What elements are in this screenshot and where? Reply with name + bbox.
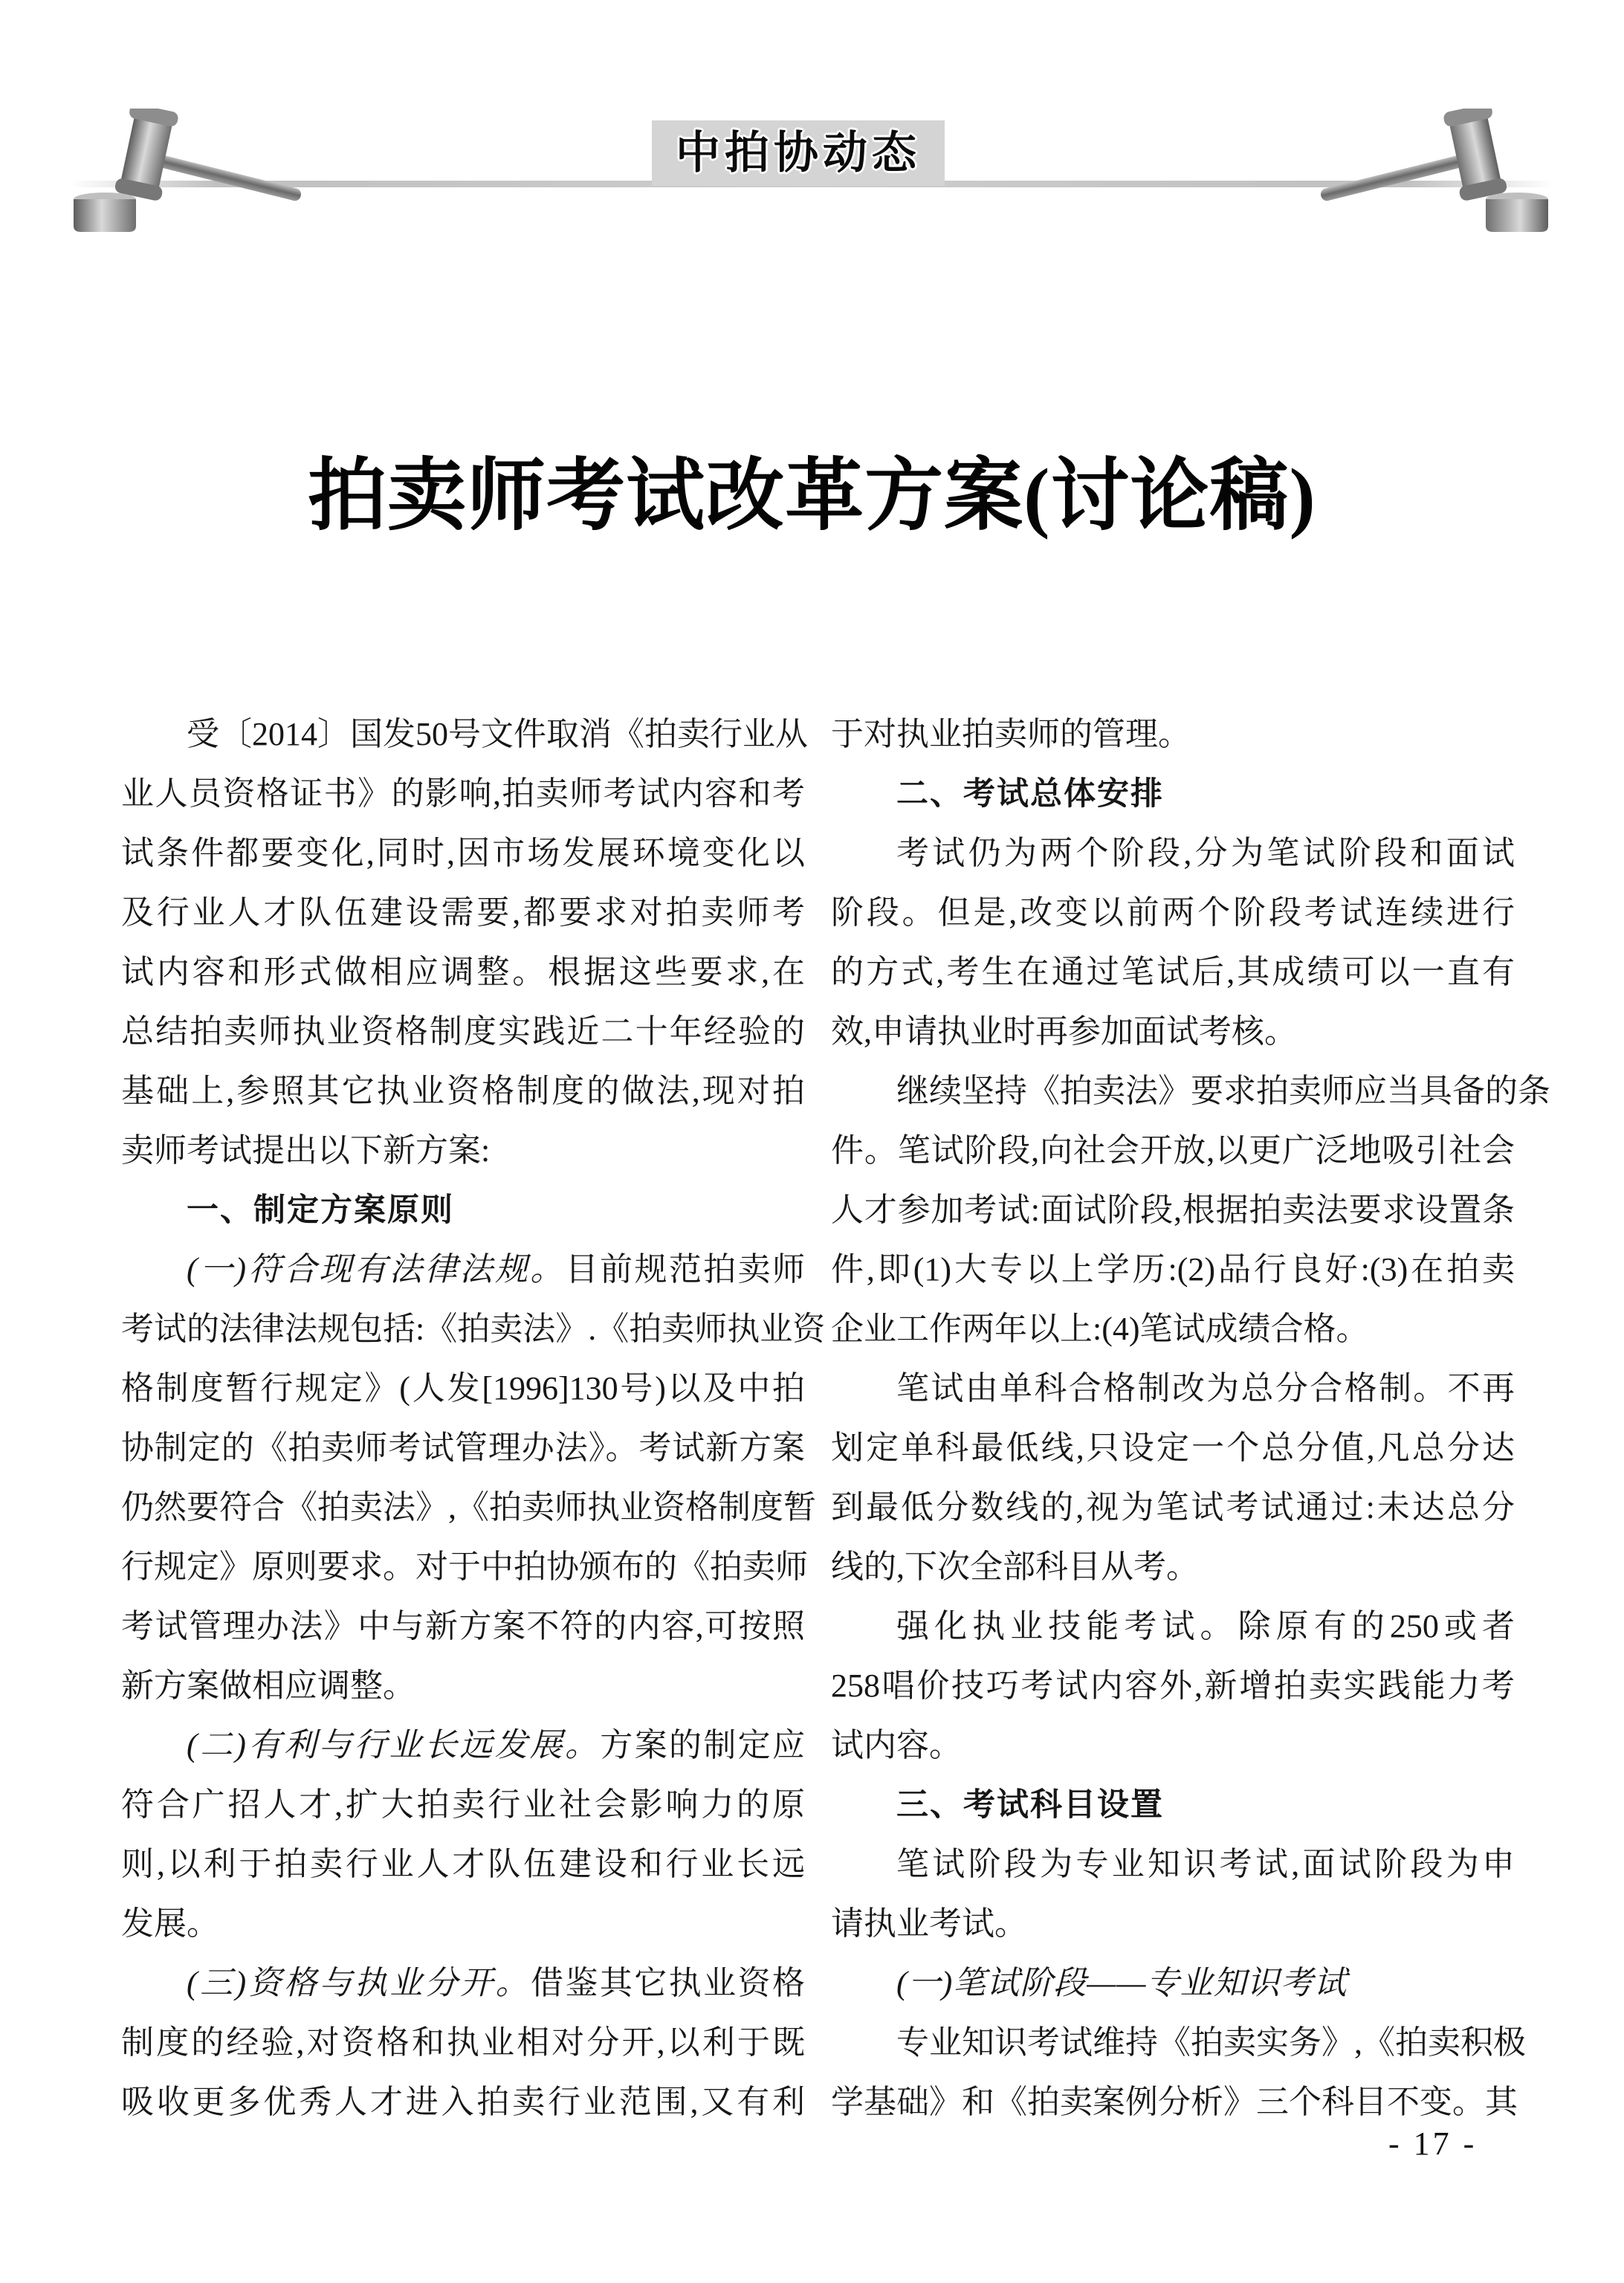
text-segment: 企业工作两年以上:(4)笔试成绩合格。 (831, 1311, 1369, 1347)
text-line (121, 705, 808, 764)
text-segment: 则,以利于拍卖行业人才队伍建设和行业长远 (121, 1846, 805, 1882)
text-line (121, 1537, 808, 1597)
text-segment: 符合广招人才,扩大拍卖行业社会影响力的原 (121, 1786, 805, 1823)
text-line (831, 883, 1515, 943)
section-heading: 一、制定方案原则 (187, 1192, 454, 1228)
section-heading: 三、考试科目设置 (896, 1787, 1164, 1823)
text-line (121, 2013, 805, 2073)
text-segment: 请执业考试。 (831, 1905, 1027, 1942)
text-line (121, 1359, 805, 1418)
text-segment: 强化执业技能考试。除原有的250或者 (896, 1608, 1515, 1644)
text-segment: 制度的经验,对资格和执业相对分开,以利于既 (121, 2024, 805, 2061)
text-line (121, 1181, 805, 1240)
text-segment: 考试管理办法》中与新方案不符的内容,可按照 (121, 1608, 805, 1644)
text-line (121, 824, 805, 883)
text-segment: 借鉴其它执业资格 (531, 1965, 806, 2001)
article-title: 拍卖师考试改革方案(讨论稿) (308, 453, 1316, 540)
text-segment: 阶段。但是,改变以前两个阶段考试连续进行 (831, 894, 1515, 931)
text-segment: 仍然要符合《拍卖法》,《拍卖师执业资格制度暂 (121, 1489, 816, 1525)
text-line (121, 1478, 816, 1537)
text-line (121, 1418, 805, 1478)
text-line (831, 1954, 1515, 2013)
text-line (831, 1062, 1550, 1121)
text-line (831, 1656, 1515, 1716)
text-segment: 协制定的《拍卖师考试管理办法》。考试新方案 (121, 1430, 805, 1466)
text-line (831, 1775, 1515, 1835)
text-segment: (二)有利与行业长远发展。 (187, 1727, 601, 1763)
text-segment: 行规定》原则要求。对于中拍协颁布的《拍卖师 (121, 1549, 808, 1585)
text-line (121, 1716, 805, 1775)
text-line (831, 1121, 1515, 1181)
text-line (831, 1478, 1515, 1537)
text-segment: (一)符合现有法律法规。 (187, 1251, 566, 1288)
section-badge: 中拍协动态 (652, 120, 945, 186)
text-segment: 划定单科最低线,只设定一个总分值,凡总分达 (831, 1430, 1515, 1466)
text-segment: 笔试由单科合格制改为总分合格制。不再 (896, 1370, 1515, 1407)
text-segment: 考试仍为两个阶段,分为笔试阶段和面试 (896, 835, 1515, 871)
text-segment: 发展。 (121, 1905, 219, 1942)
text-line (121, 1002, 805, 1062)
text-segment: 业人员资格证书》的影响,拍卖师考试内容和考 (121, 775, 805, 812)
text-segment: 的方式,考生在通过笔试后,其成绩可以一直有 (831, 954, 1515, 990)
text-line (121, 764, 805, 824)
text-segment: 件,即(1)大专以上学历:(2)品行良好:(3)在拍卖 (831, 1251, 1515, 1288)
text-segment: 方案的制定应 (600, 1727, 806, 1763)
text-column-left (121, 705, 826, 2132)
gavel-icon (1306, 109, 1553, 233)
text-line (831, 1181, 1515, 1240)
text-line (831, 705, 1515, 764)
text-segment: 笔试阶段为专业知识考试,面试阶段为申 (896, 1846, 1515, 1882)
text-line (831, 1002, 1515, 1062)
text-segment: 试内容和形式做相应调整。根据这些要求,在 (121, 954, 805, 990)
text-segment: 继续坚持《拍卖法》要求拍卖师应当具备的条 (896, 1073, 1550, 1109)
text-line (121, 2073, 805, 2132)
text-segment: 总结拍卖师执业资格制度实践近二十年经验的 (121, 1013, 805, 1050)
text-line (831, 1418, 1515, 1478)
text-segment: 效,申请执业时再参加面试考核。 (831, 1013, 1297, 1050)
text-line (121, 1062, 805, 1121)
text-line (121, 1954, 805, 2013)
text-column-right (831, 705, 1550, 2132)
text-segment: 格制度暂行规定》(人发[1996]130号)以及中拍 (121, 1370, 805, 1407)
text-segment: 试条件都要变化,同时,因市场发展环境变化以 (121, 835, 805, 871)
text-segment: 专业知识考试维持《拍卖实务》,《拍卖积极 (896, 2024, 1526, 2061)
text-line (831, 824, 1515, 883)
text-segment: 及行业人才队伍建设需要,都要求对拍卖师考 (121, 894, 805, 931)
text-segment: 目前规范拍卖师 (565, 1251, 805, 1288)
text-segment: 试内容。 (831, 1727, 962, 1763)
text-segment: 吸收更多优秀人才进入拍卖行业范围,又有利 (121, 2084, 805, 2120)
text-line (831, 1835, 1515, 1894)
text-line (831, 1894, 1515, 1954)
page-number: - 17 - (1388, 2125, 1478, 2162)
text-segment: 考试的法律法规包括:《拍卖法》.《拍卖师执业资 (121, 1311, 826, 1347)
text-segment: 学基础》和《拍卖案例分析》三个科目不变。其 (831, 2084, 1518, 2120)
text-segment: 基础上,参照其它执业资格制度的做法,现对拍 (121, 1073, 805, 1109)
text-segment: (三)资格与执业分开。 (187, 1965, 531, 2001)
section-heading: 二、考试总体安排 (896, 776, 1164, 812)
text-line (121, 883, 805, 943)
text-line (831, 2073, 1518, 2132)
text-line (121, 1121, 805, 1181)
text-line (121, 1775, 805, 1835)
text-segment: 258唱价技巧考试内容外,新增拍卖实践能力考 (831, 1667, 1515, 1704)
text-segment: 卖师考试提出以下新方案: (121, 1132, 491, 1169)
text-segment: 受〔2014〕国发50号文件取消《拍卖行业从 (187, 716, 808, 752)
text-line (831, 1597, 1515, 1656)
text-line (121, 1894, 805, 1954)
text-segment: 线的,下次全部科目从考。 (831, 1549, 1199, 1585)
text-line (121, 1656, 805, 1716)
text-line (121, 943, 805, 1002)
text-line (831, 1299, 1515, 1359)
text-line (121, 1597, 805, 1656)
gavel-icon (69, 109, 316, 233)
text-line (121, 1299, 826, 1359)
text-line (831, 1716, 1515, 1775)
text-line (831, 2013, 1526, 2073)
text-line (831, 1240, 1515, 1299)
text-line (831, 943, 1515, 1002)
text-line (121, 1835, 805, 1894)
text-line (831, 764, 1515, 824)
text-line (831, 1359, 1515, 1418)
text-line (831, 1537, 1515, 1597)
text-segment: 人才参加考试:面试阶段,根据拍卖法要求设置条 (831, 1192, 1515, 1228)
text-segment: 到最低分数线的,视为笔试考试通过:未达总分 (831, 1489, 1515, 1525)
text-segment: 于对执业拍卖师的管理。 (831, 716, 1191, 752)
text-line (121, 1240, 805, 1299)
text-segment: 新方案做相应调整。 (121, 1667, 415, 1704)
text-segment: 件。笔试阶段,向社会开放,以更广泛地吸引社会 (831, 1132, 1515, 1169)
text-segment: (一)笔试阶段——专业知识考试 (896, 1965, 1348, 2001)
